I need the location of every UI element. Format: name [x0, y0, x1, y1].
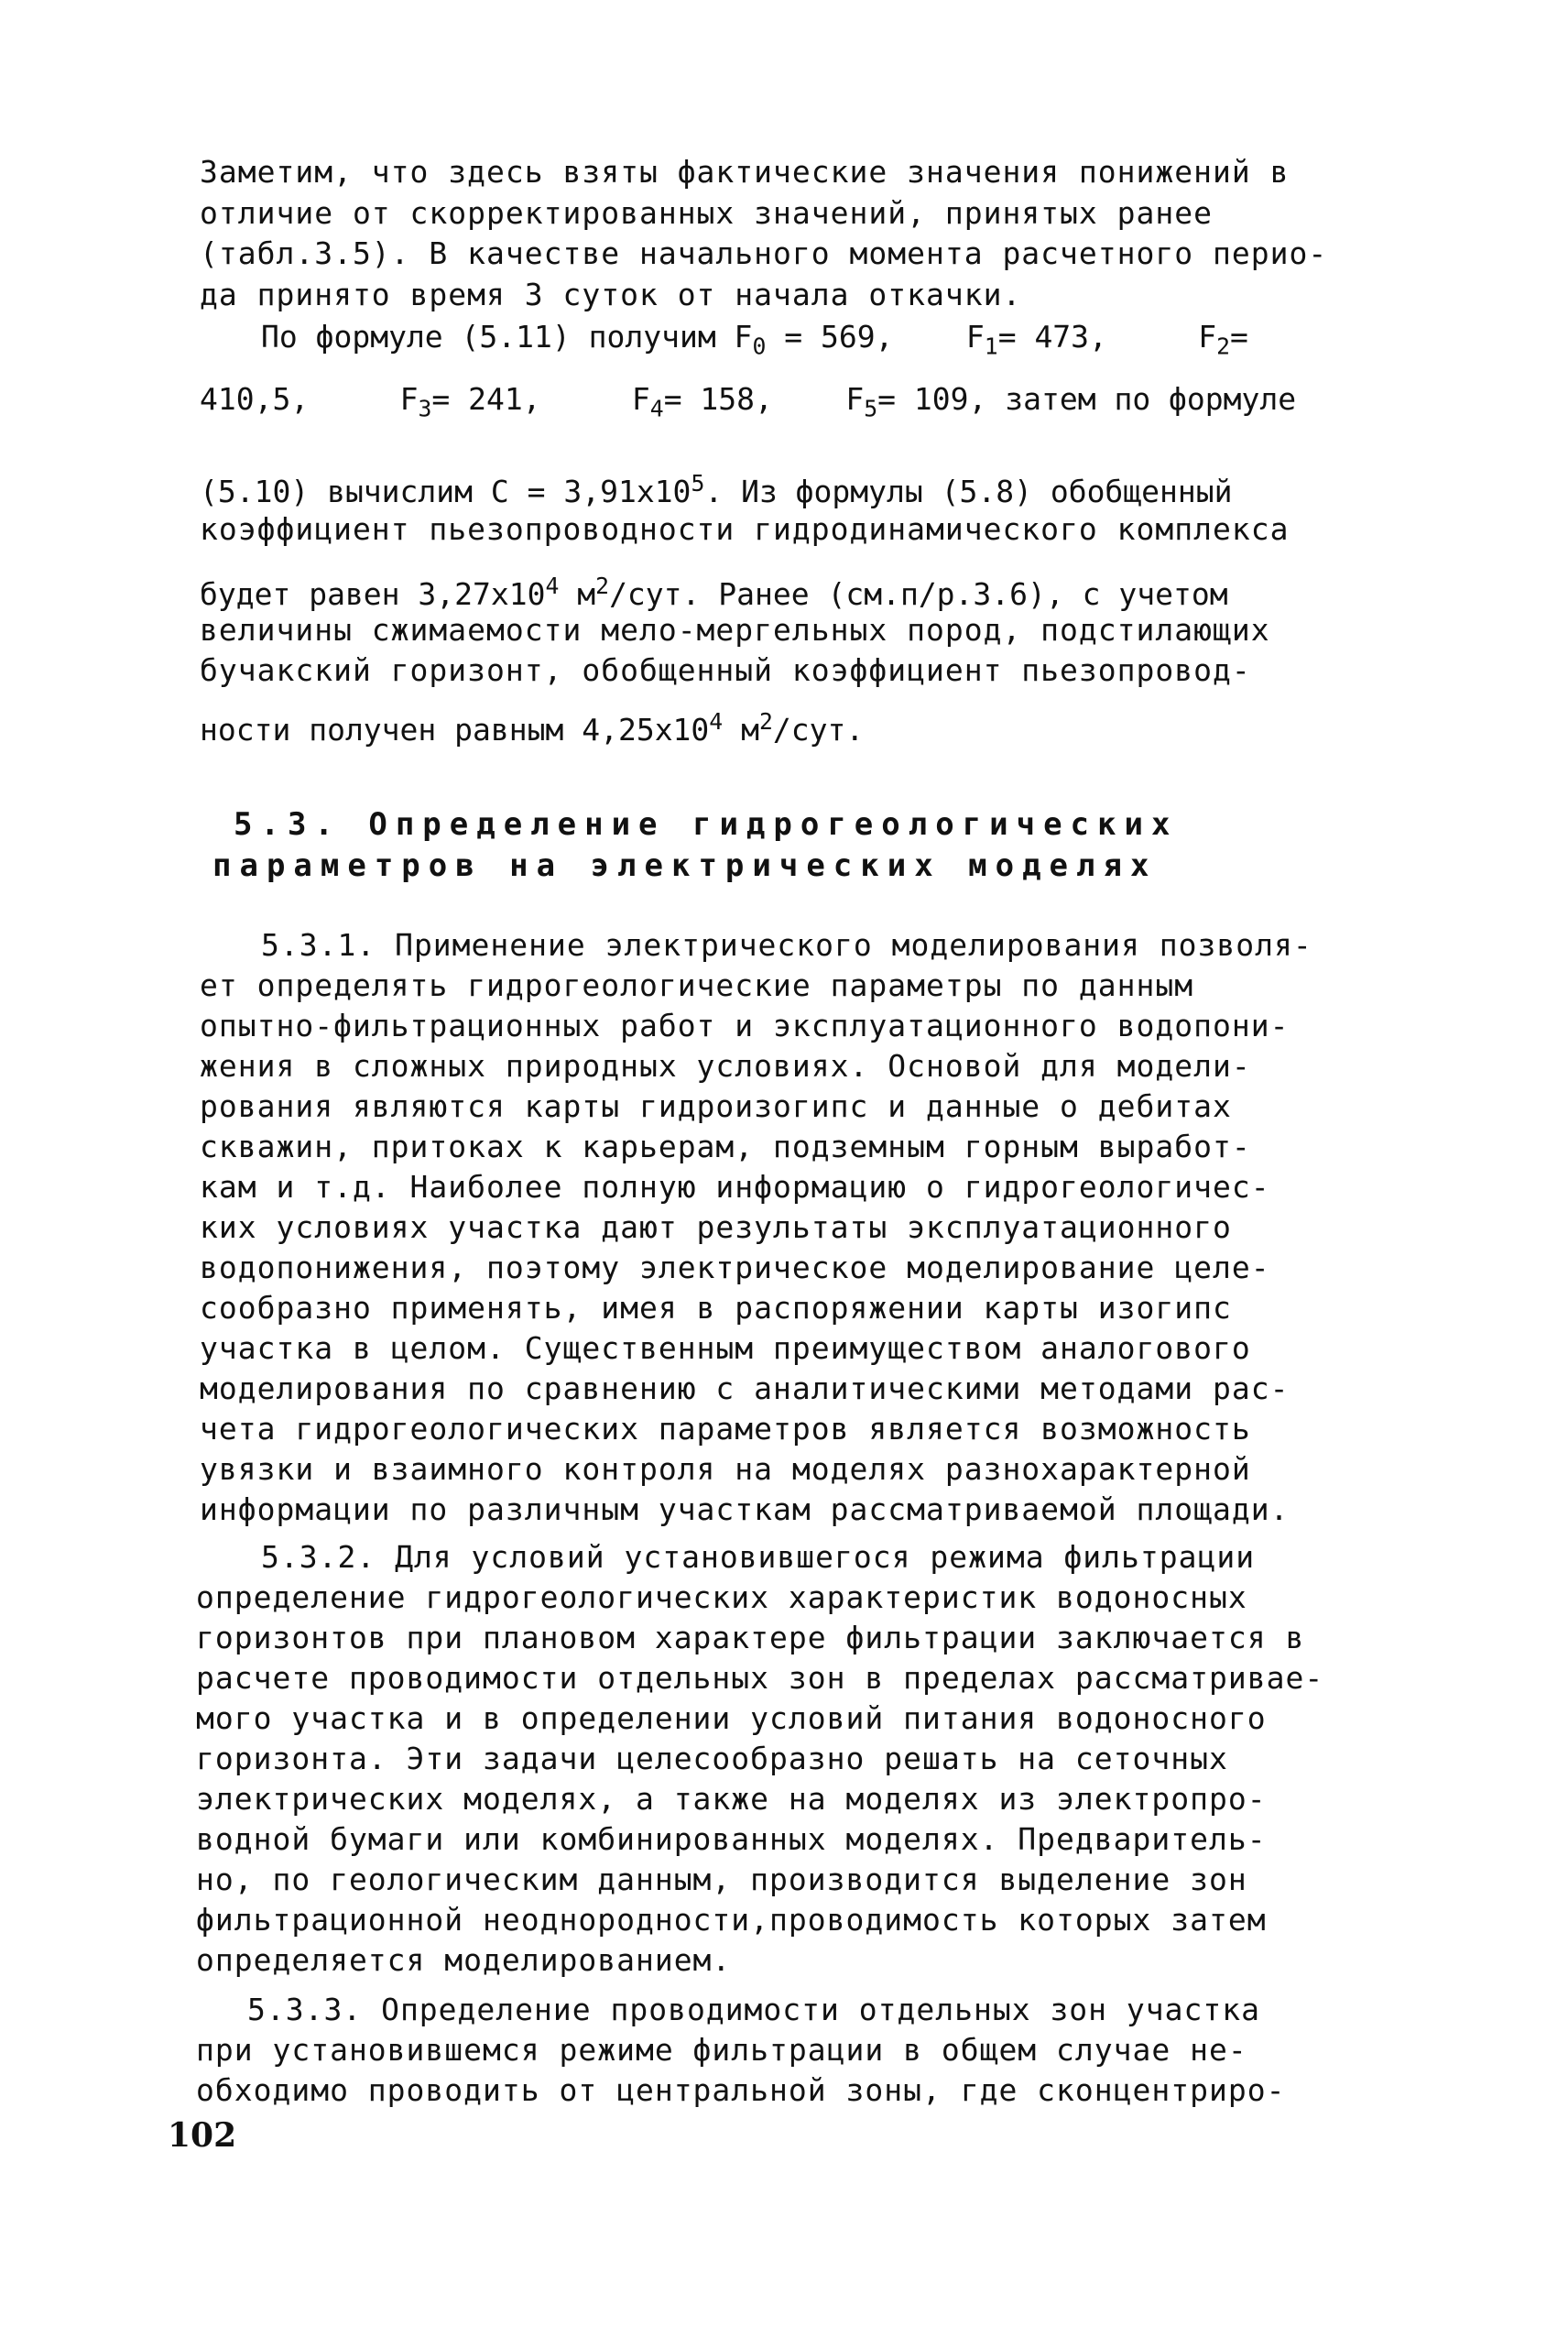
- text-line: Заметим, что здесь взяты фактические значения понижений в: [200, 154, 1290, 190]
- text-fragment: = 473,: [997, 319, 1107, 355]
- text-line: бучакский горизонт, обобщенный коэффициент пьезопровод-: [200, 652, 1251, 688]
- text-line: (табл.3.5). В качестве начального момента расчетного перио-: [200, 235, 1328, 271]
- text-fragment: F: [631, 381, 650, 417]
- text-fragment: м: [723, 712, 759, 748]
- text-fragment: =: [1230, 319, 1248, 355]
- superscript: 4: [545, 573, 560, 599]
- text-fragment: F: [399, 381, 419, 417]
- text-fragment: /сут.: [772, 712, 865, 748]
- formula-line: [200, 381, 1296, 428]
- text-line: скважин, притоках к карьерам, подземным горным выработ-: [200, 1129, 1251, 1164]
- text-line: увязки и взаимного контроля на моделях разнохарактерной: [200, 1451, 1251, 1487]
- text-line: коэффициент пьезопроводности гидродинамического комплекса: [200, 511, 1290, 547]
- text-line: горизонта. Эти задачи целесообразно решать на сеточных: [196, 1741, 1228, 1776]
- text-fragment: /сут. Ранее (см.п/р.3.6), с учетом: [609, 576, 1228, 612]
- text-line: да принято время 3 суток от начала откачки.: [200, 277, 1022, 312]
- text-fragment: = 569,: [784, 319, 894, 355]
- text-fragment: = 109, затем по формуле: [877, 381, 1297, 417]
- text-line: горизонтов при плановом характере фильтрации заключается в: [196, 1620, 1305, 1655]
- text-line: ет определять гидрогеологические параметры по данным: [200, 967, 1194, 1003]
- text-fragment: = 241,: [431, 381, 541, 417]
- subscript: 0: [752, 333, 767, 360]
- text-line: чета гидрогеологических параметров является возможность: [200, 1411, 1251, 1447]
- text-line: водной бумаги или комбинированных моделях. Предваритель-: [196, 1821, 1267, 1857]
- text-line: моделирования по сравнению с аналитическими методами рас-: [200, 1370, 1290, 1406]
- text-fragment: ности получен равным 4,25x10: [200, 712, 710, 748]
- text-line: фильтрационной неоднородности,проводимость которых затем: [196, 1902, 1267, 1938]
- superscript: 2: [595, 573, 610, 599]
- text-line: величины сжимаемости мело-мергельных пород, подстилающих: [200, 612, 1270, 648]
- section-heading: параметров на электрических моделях: [212, 847, 1158, 884]
- text-line: но, по геологическим данным, производится выделение зон: [196, 1862, 1247, 1897]
- subscript: 1: [984, 333, 998, 360]
- text-line: информации по различным участкам рассматриваемой площади.: [200, 1491, 1290, 1527]
- text-line: при установившемся режиме фильтрации в общем случае не-: [196, 2032, 1247, 2068]
- subscript: 5: [864, 395, 878, 422]
- superscript: 5: [691, 470, 705, 497]
- text-line: определение гидрогеологических характеристик водоносных: [196, 1579, 1247, 1615]
- text-fragment: 410,5,: [200, 381, 310, 417]
- subscript: 3: [418, 395, 432, 422]
- text-line: 5.3.2. Для условий установившегося режима фильтрации: [261, 1539, 1256, 1575]
- text-fragment: . Из формулы (5.8) обобщенный: [704, 474, 1233, 509]
- superscript: 4: [709, 708, 724, 735]
- text-line: отличие от скорректированных значений, принятых ранее: [200, 195, 1213, 231]
- text-line: 5.3.1. Применение электрического моделирования позволя-: [261, 927, 1312, 963]
- text-line: участка в целом. Существенным преимуществом аналогового: [200, 1330, 1251, 1366]
- text-line: расчете проводимости отдельных зон в пределах рассматривае-: [196, 1660, 1324, 1696]
- formula-line: [200, 568, 1228, 613]
- text-line: мого участка и в определении условий питания водоносного: [196, 1700, 1267, 1736]
- text-line: опытно-фильтрационных работ и эксплуатационного водопони-: [200, 1008, 1290, 1043]
- text-line: электрических моделях, а также на моделях из электропро-: [196, 1781, 1267, 1817]
- formula-line: [200, 465, 1233, 510]
- text-fragment: F: [1198, 319, 1217, 355]
- text-fragment: = 158,: [663, 381, 773, 417]
- formula-line: [261, 319, 1248, 366]
- subscript: 2: [1216, 333, 1231, 360]
- text-fragment: м: [559, 576, 596, 612]
- text-line: определяется моделированием.: [196, 1942, 732, 1978]
- subscript: 4: [649, 395, 664, 422]
- text-line: обходимо проводить от центральной зоны, где сконцентриро-: [196, 2072, 1286, 2108]
- text-line: водопонижения, поэтому электрическое моделирование целе-: [200, 1250, 1270, 1285]
- formula-line: [200, 704, 864, 748]
- page-number: 102: [168, 2116, 237, 2155]
- text-fragment: F: [845, 381, 865, 417]
- text-fragment: (5.10) вычислим С = 3,91x10: [200, 474, 691, 509]
- text-line: рования являются карты гидроизогипс и данные о дебитах: [200, 1088, 1232, 1124]
- text-line: жения в сложных природных условиях. Основой для модели-: [200, 1048, 1251, 1084]
- superscript: 2: [758, 708, 773, 735]
- text-fragment: F: [965, 319, 985, 355]
- text-line: 5.3.3. Определение проводимости отдельных зон участка: [247, 1992, 1260, 2027]
- text-line: сообразно применять, имея в распоряжении карты изогипс: [200, 1290, 1232, 1326]
- text-line: кам и т.д. Наиболее полную информацию о гидрогеологичес-: [200, 1169, 1270, 1205]
- text-line: ких условиях участка дают результаты эксплуатационного: [200, 1209, 1232, 1245]
- section-heading: 5.3. Определение гидрогеологических: [234, 806, 1179, 843]
- text-fragment: будет равен 3,27x10: [200, 576, 546, 612]
- text-fragment: По формуле (5.11) получим F: [261, 319, 753, 355]
